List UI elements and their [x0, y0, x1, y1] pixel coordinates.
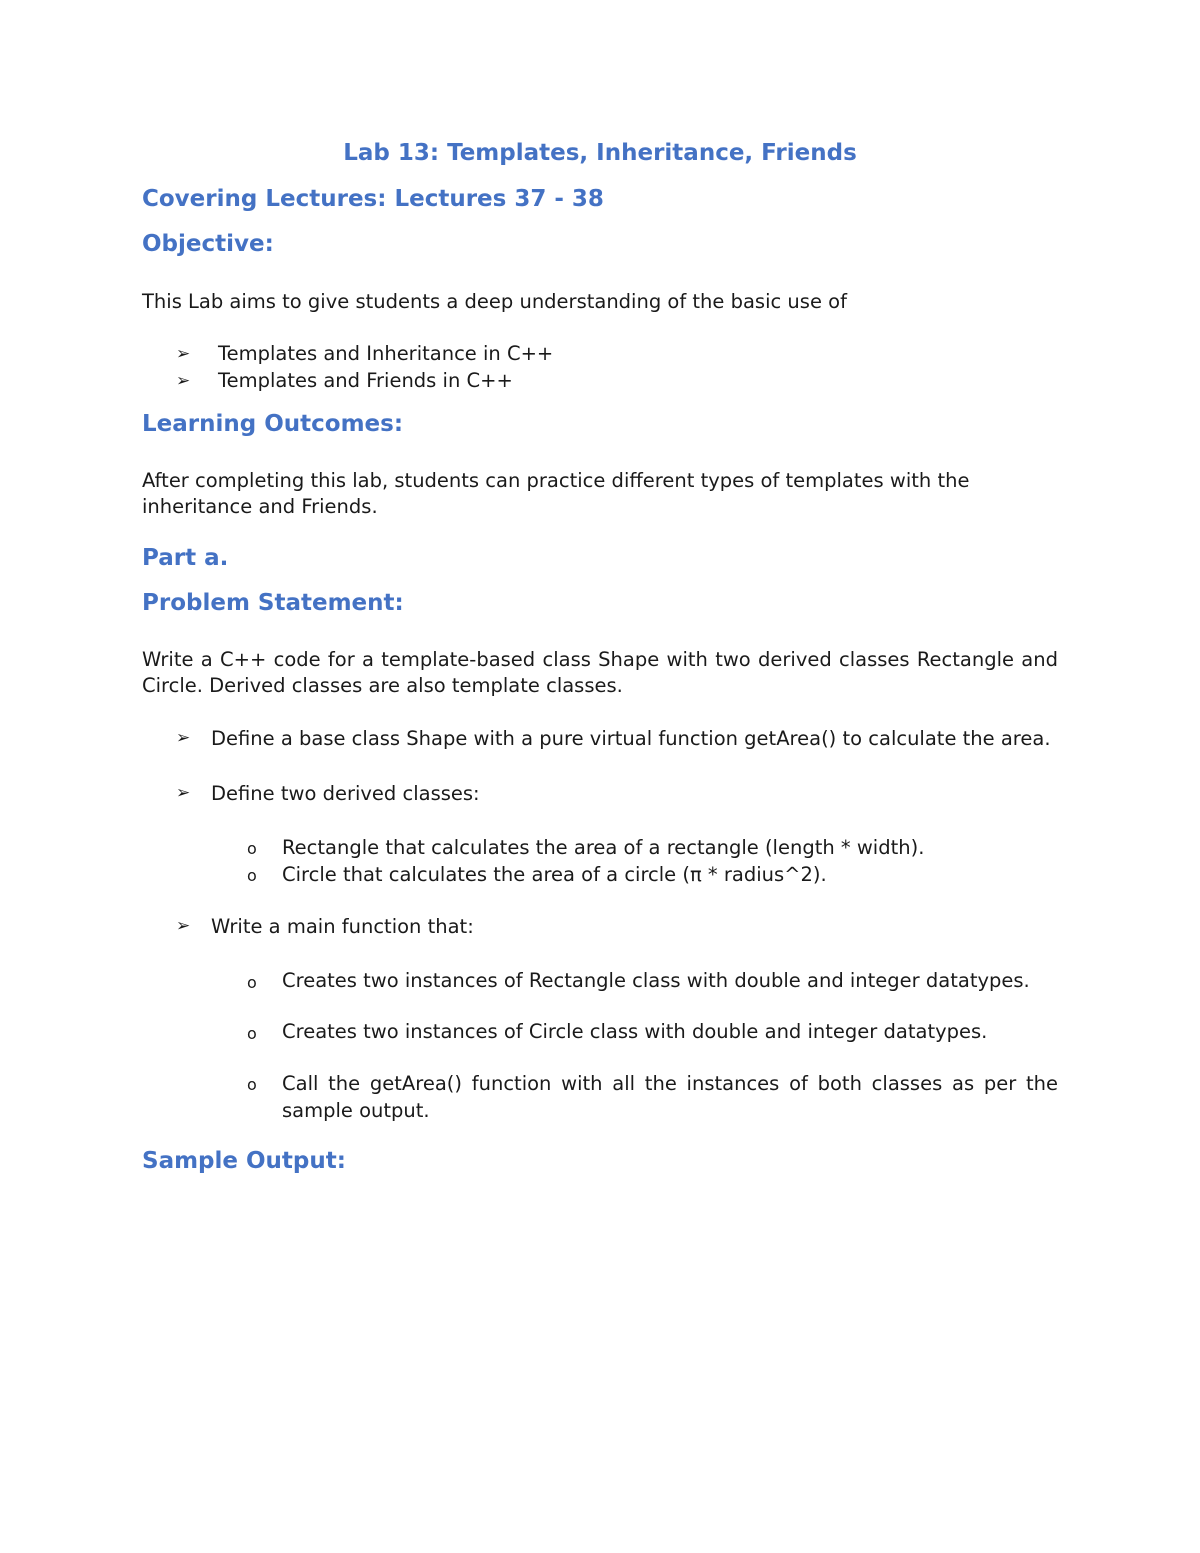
objective-bullet-2: Templates and Friends in C++ [218, 369, 513, 392]
sub-bullet-circle: Circle that calculates the area of a circle (π * radius^2). [282, 863, 827, 886]
arrow-bullet-icon: ➢ [176, 371, 191, 391]
circle-bullet-icon: o [247, 839, 257, 858]
problem-statement-text: Write a C++ code for a template-based class Shape with two derived classes Rectangle and Circle. Derived classes are also template classes. [142, 648, 1058, 697]
sub-bullet-circle-instances: Creates two instances of Circle class with double and integer datatypes. [282, 1020, 988, 1043]
problem-statement-heading: Problem Statement: [142, 590, 404, 616]
circle-bullet-icon: o [247, 1024, 257, 1043]
arrow-bullet-icon: ➢ [176, 916, 191, 936]
sub-bullet-rectangle: Rectangle that calculates the area of a rectangle (length * width). [282, 836, 925, 859]
circle-bullet-icon: o [247, 1075, 257, 1094]
problem-bullet-define-base: Define a base class Shape with a pure virtual function getArea() to calculate the area. [211, 727, 1051, 750]
sub-bullet-rectangle-instances: Creates two instances of Rectangle class with double and integer datatypes. [282, 969, 1030, 992]
learning-outcomes-heading: Learning Outcomes: [142, 411, 404, 437]
objective-intro: This Lab aims to give students a deep understanding of the basic use of [142, 290, 847, 313]
problem-bullet-main-function: Write a main function that: [211, 915, 474, 938]
arrow-bullet-icon: ➢ [176, 783, 191, 803]
objective-bullet-1: Templates and Inheritance in C++ [218, 342, 554, 365]
objective-heading: Objective: [142, 231, 274, 257]
learning-outcomes-text: After completing this lab, students can practice different types of templates with the inheritance and Friends. [142, 469, 970, 518]
circle-bullet-icon: o [247, 973, 257, 992]
arrow-bullet-icon: ➢ [176, 344, 191, 364]
sub-bullet-call-getarea: Call the getArea() function with all the instances of both classes as per the sample output. [282, 1072, 1058, 1122]
covering-lectures-heading: Covering Lectures: Lectures 37 - 38 [142, 186, 604, 212]
arrow-bullet-icon: ➢ [176, 728, 191, 748]
page-title: Lab 13: Templates, Inheritance, Friends [343, 140, 857, 166]
part-heading: Part a. [142, 545, 229, 571]
sample-output-heading: Sample Output: [142, 1148, 346, 1174]
circle-bullet-icon: o [247, 866, 257, 885]
problem-bullet-define-derived: Define two derived classes: [211, 782, 480, 805]
